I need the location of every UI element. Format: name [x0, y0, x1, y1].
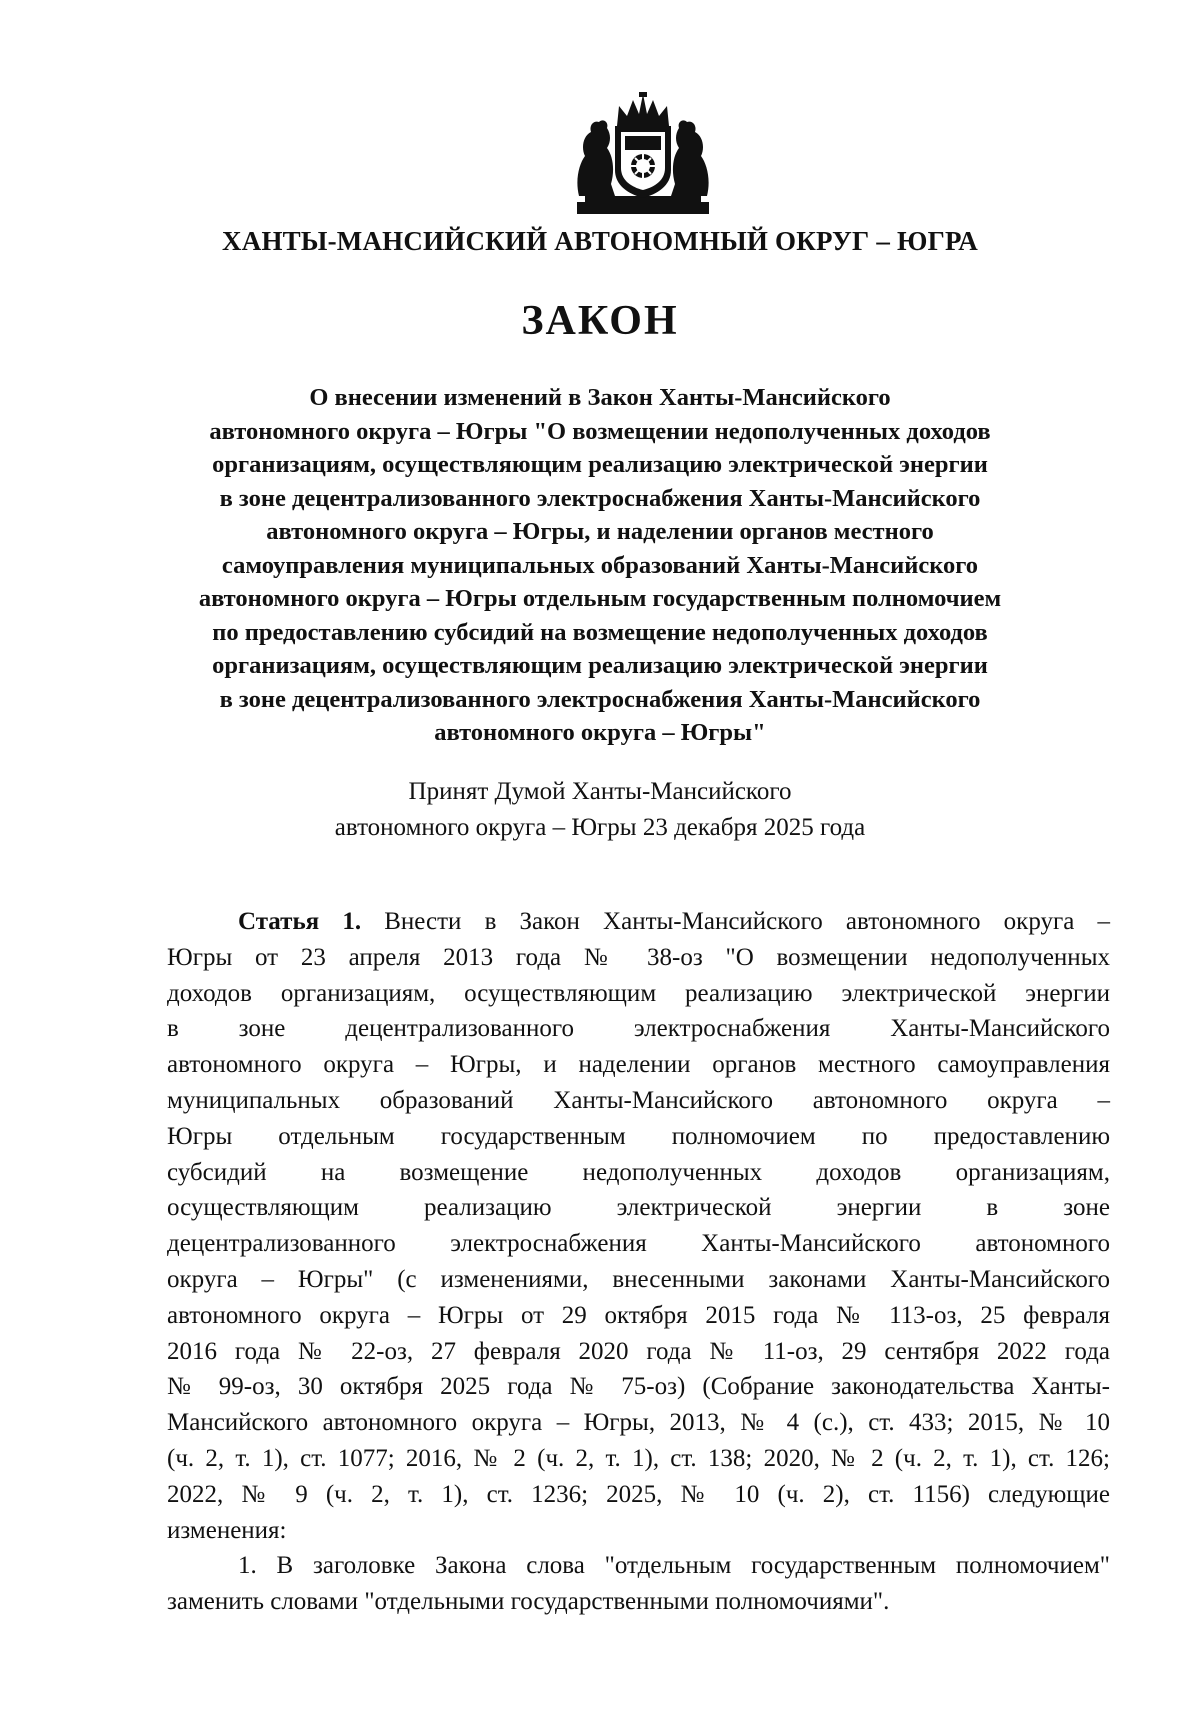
item-line: заменить словами "отдельными государственными полномочиями".	[167, 1588, 890, 1616]
law-title	[120, 381, 1080, 750]
article-first-line	[167, 904, 1110, 940]
article-line: муниципальных образований Ханты-Мансийского автономного округа –	[167, 1086, 1110, 1114]
article-line: осуществляющим реализацию электрической энергии в зоне	[167, 1194, 1110, 1222]
article-line: автономного округа – Югры от 29 октября 2015 года № 113-оз, 25 февраля	[167, 1301, 1110, 1329]
article-line: округа – Югры" (с изменениями, внесенными законами Ханты-Мансийского	[167, 1265, 1110, 1293]
item-line: 1. В заголовке Закона слова "отдельным государственным полномочием"	[238, 1552, 1110, 1580]
adoption-line: автономного округа – Югры 23 декабря 2025 года	[334, 814, 866, 841]
article-label: Статья 1.	[238, 908, 362, 935]
article-line: 2022, № 9 (ч. 2, т. 1), ст. 1236; 2025, № 10 (ч. 2), ст. 1156) следующие	[167, 1480, 1110, 1508]
amendment-item-1	[167, 1548, 1110, 1620]
article-line: субсидий на возмещение недополученных доходов организациям,	[167, 1158, 1110, 1186]
title-line: О внесении изменений в Закон Ханты-Мансийского	[309, 384, 891, 411]
title-line: организациям, осуществляющим реализацию электрической энергии	[212, 652, 988, 679]
adoption-line: Принят Думой Ханты-Мансийского	[408, 778, 792, 805]
article-first-line-text: Внести в Закон Ханты-Мансийского автономного округа –	[384, 908, 1110, 935]
title-line: в зоне децентрализованного электроснабжения Ханты-Мансийского	[219, 484, 981, 512]
article-line: автономного округа – Югры, и наделении органов местного самоуправления	[167, 1051, 1110, 1079]
article-line: децентрализованного электроснабжения Ханты-Мансийского автономного	[167, 1230, 1110, 1258]
title-line: по предоставлению субсидий на возмещение недополученных доходов	[212, 618, 988, 646]
document-type: ЗАКОН	[521, 298, 679, 344]
title-line: автономного округа – Югры"	[434, 719, 766, 746]
title-line: автономного округа – Югры отдельным государственным полномочием	[198, 585, 1002, 612]
article-line: в зоне децентрализованного электроснабжения Ханты-Мансийского	[167, 1015, 1110, 1043]
article-body	[167, 904, 1110, 1548]
article-line: Мансийского автономного округа – Югры, 2013, № 4 (с.), ст. 433; 2015, № 10	[167, 1409, 1110, 1437]
article-line: № 99-оз, 30 октября 2025 года № 75-оз) (Собрание законодательства Ханты-	[167, 1373, 1110, 1401]
article-line: доходов организациям, осуществляющим реализацию электрической энергии	[167, 979, 1110, 1007]
title-line: автономного округа – Югры, и наделении органов местного	[266, 518, 934, 545]
article-line: Югры от 23 апреля 2013 года № 38-оз "О возмещении недополученных	[167, 943, 1110, 971]
article-line: 2016 года № 22-оз, 27 февраля 2020 года № 11-оз, 29 сентября 2022 года	[167, 1337, 1110, 1365]
coat-of-arms-icon	[571, 92, 715, 220]
article-line: Югры отдельным государственным полномочием по предоставлению	[167, 1122, 1110, 1150]
title-line: в зоне децентрализованного электроснабжения Ханты-Мансийского	[219, 685, 981, 713]
article-1	[167, 904, 1110, 1620]
title-line: организациям, осуществляющим реализацию электрической энергии	[212, 451, 988, 478]
title-line: самоуправления муниципальных образований Ханты-Мансийского	[221, 551, 979, 579]
adoption-note	[120, 774, 1080, 846]
title-line: автономного округа – Югры "О возмещении недополученных доходов	[209, 417, 991, 445]
article-last-line: изменения:	[167, 1516, 287, 1544]
region-name: ХАНТЫ-МАНСИЙСКИЙ АВТОНОМНЫЙ ОКРУГ – ЮГРА	[222, 226, 978, 256]
article-line: (ч. 2, т. 1), ст. 1077; 2016, № 2 (ч. 2, т. 1), ст. 138; 2020, № 2 (ч. 2, т. 1), ст. 126;	[167, 1444, 1110, 1472]
